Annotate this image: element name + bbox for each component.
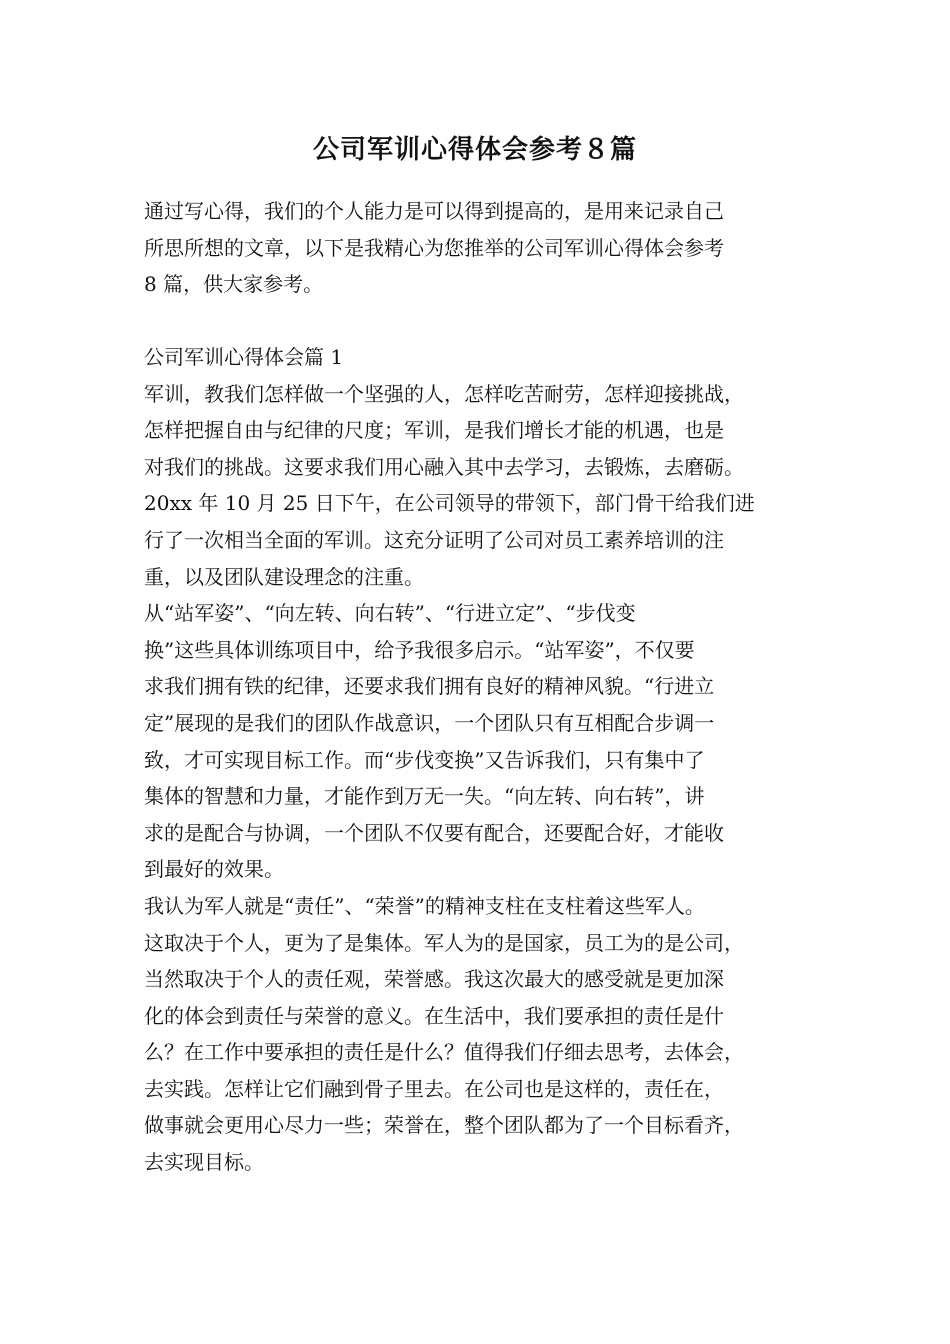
body-line: 20xx 年 10 月 25 日下午，在公司领导的带领下，部门骨干给我们进 bbox=[144, 491, 755, 516]
intro-line: 8 篇，供大家参考。 bbox=[144, 272, 324, 297]
section-1 bbox=[144, 339, 830, 1181]
body-line: 这取决于个人，更为了是集体。军人为的是国家，员工为的是公司， bbox=[144, 930, 744, 955]
body-line: 去实践。怎样让它们融到骨子里去。在公司也是这样的，责任在， bbox=[144, 1076, 724, 1101]
body-line: 求的是配合与协调，一个团队不仅要有配合，还要配合好，才能收 bbox=[144, 820, 724, 845]
body-line: 从“站军姿”、“向左转、向右转”、“行进立定”、“步伐变 bbox=[144, 601, 636, 626]
body-line: 换”这些具体训练项目中，给予我很多启示。“站军姿”，不仅要 bbox=[144, 637, 695, 662]
body-line: 到最好的效果。 bbox=[144, 857, 284, 882]
body-line: 做事就会更用心尽力一些；荣誉在，整个团队都为了一个目标看齐， bbox=[144, 1113, 744, 1138]
section-heading: 公司军训心得体会篇 1 bbox=[144, 345, 344, 369]
document-title: 公司军训心得体会参考８篇 bbox=[312, 135, 637, 165]
body-line: 军训，教我们怎样做一个坚强的人，怎样吃苦耐劳，怎样迎接挑战， bbox=[144, 381, 744, 406]
body-line: 定”展现的是我们的团队作战意识，一个团队只有互相配合步调一 bbox=[144, 710, 715, 735]
body-line: 致，才可实现目标工作。而“步伐变换”又告诉我们，只有集中了 bbox=[144, 747, 705, 772]
body-line: 集体的智慧和力量，才能作到万无一失。“向左转、向右转”，讲 bbox=[144, 784, 705, 809]
body-line: 对我们的挑战。这要求我们用心融入其中去学习，去锻炼，去磨砺。 bbox=[144, 454, 744, 479]
body-line: 我认为军人就是“责任”、“荣誉”的精神支柱在支柱着这些军人。 bbox=[144, 893, 705, 918]
body-line: 当然取决于个人的责任观，荣誉感。我这次最大的感受就是更加深 bbox=[144, 967, 724, 992]
body-line: 重，以及团队建设理念的注重。 bbox=[144, 564, 424, 589]
body-line: 求我们拥有铁的纪律，还要求我们拥有良好的精神风貌。“行进立 bbox=[144, 674, 715, 699]
body-line: 行了一次相当全面的军训。这充分证明了公司对员工素养培训的注 bbox=[144, 527, 724, 552]
intro-line: 通过写心得，我们的个人能力是可以得到提高的，是用来记录自己 bbox=[144, 199, 724, 223]
body-line: 怎样把握自由与纪律的尺度；军训，是我们增长才能的机遇，也是 bbox=[144, 418, 724, 443]
body-line: 么？在工作中要承担的责任是什么？值得我们仔细去思考，去体会， bbox=[144, 1040, 744, 1065]
intro-line: 所思所想的文章，以下是我精心为您推举的公司军训心得体会参考 bbox=[144, 235, 724, 260]
body-line: 化的体会到责任与荣誉的意义。在生活中，我们要承担的责任是什 bbox=[144, 1003, 724, 1028]
intro-paragraph bbox=[144, 193, 830, 303]
body-line: 去实现目标。 bbox=[144, 1150, 264, 1175]
